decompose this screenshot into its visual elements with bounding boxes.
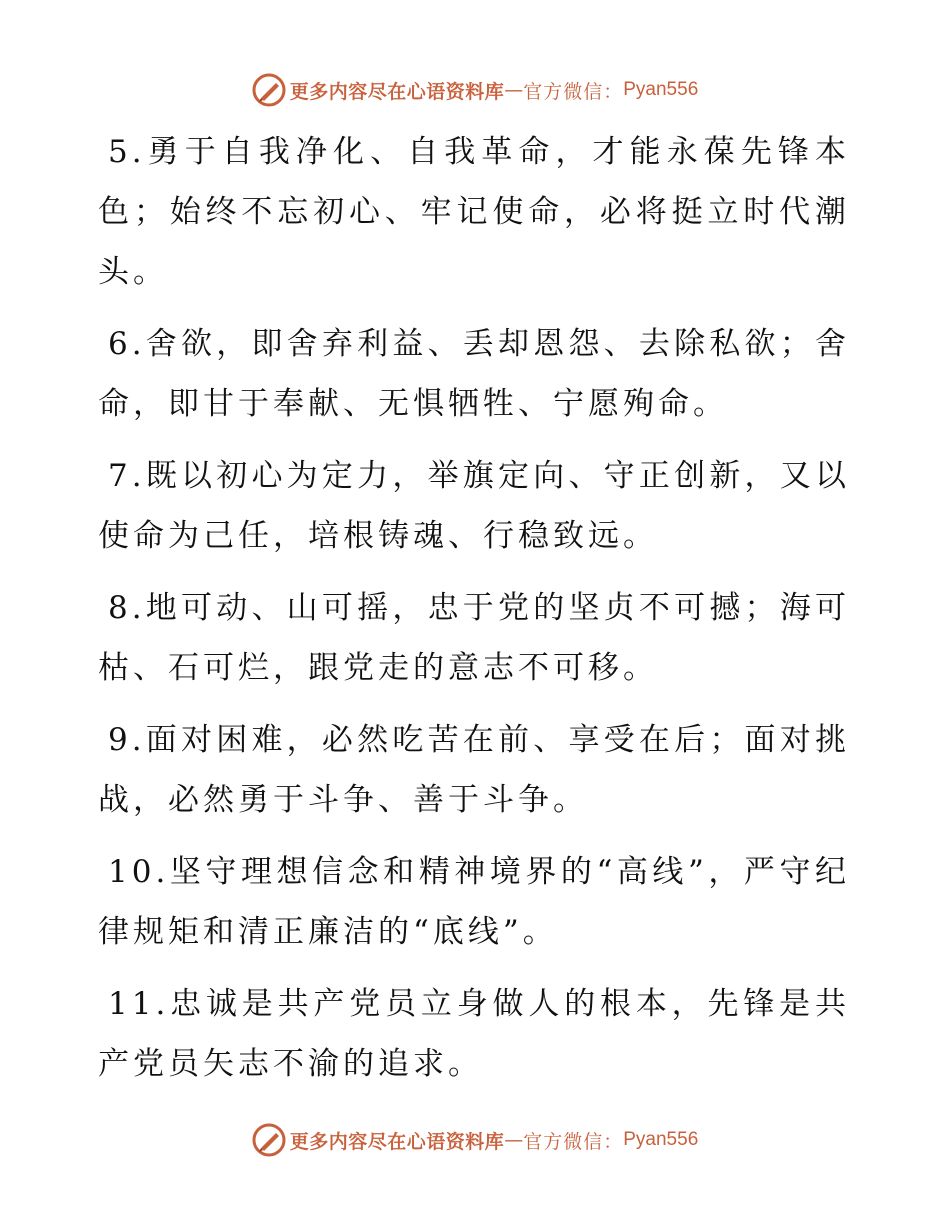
paragraph-8: 8.地可动、山可摇，忠于党的坚贞不可撼；海可枯、石可烂，跟党走的意志不可移。 [98, 590, 850, 686]
banner-wechat-label: 官方微信： [523, 80, 624, 103]
banner-wechat-id: Pyan556 [623, 79, 699, 100]
banner-wechat-id: Pyan556 [623, 1129, 699, 1150]
header-watermark-banner [0, 70, 950, 110]
footer-watermark-banner [0, 1120, 950, 1160]
paragraph-7: 7.既以初心为定力，举旗定向、守正创新，又以使命为己任，培根铸魂、行稳致远。 [98, 458, 850, 554]
paragraph-10: 10.坚守理想信念和精神境界的“高线”，严守纪律规矩和清正廉洁的“底线”。 [98, 854, 850, 950]
paragraph-9: 9.面对困难，必然吃苦在前、享受在后；面对挑战，必然勇于斗争、善于斗争。 [98, 722, 850, 818]
document-body [98, 122, 850, 1106]
pen-logo-icon [252, 73, 286, 107]
banner-dash: — [504, 1129, 524, 1151]
paragraph-6: 6.舍欲，即舍弃利益、丢却恩怨、去除私欲；舍命，即甘于奉献、无惧牺牲、宁愿殉命。 [98, 326, 850, 422]
banner-site-text: 更多内容尽在心语资料库 [289, 1130, 505, 1153]
paragraph-11: 11.忠诚是共产党员立身做人的根本，先锋是共产党员矢志不渝的追求。 [98, 986, 850, 1082]
banner-wechat-label: 官方微信： [523, 1130, 624, 1153]
banner-dash: — [504, 79, 524, 101]
paragraph-5: 5.勇于自我净化、自我革命，才能永葆先锋本色；始终不忘初心、牢记使命，必将挺立时代潮头。 [98, 134, 850, 290]
banner-site-text: 更多内容尽在心语资料库 [289, 80, 505, 103]
pen-logo-icon [252, 1123, 286, 1157]
